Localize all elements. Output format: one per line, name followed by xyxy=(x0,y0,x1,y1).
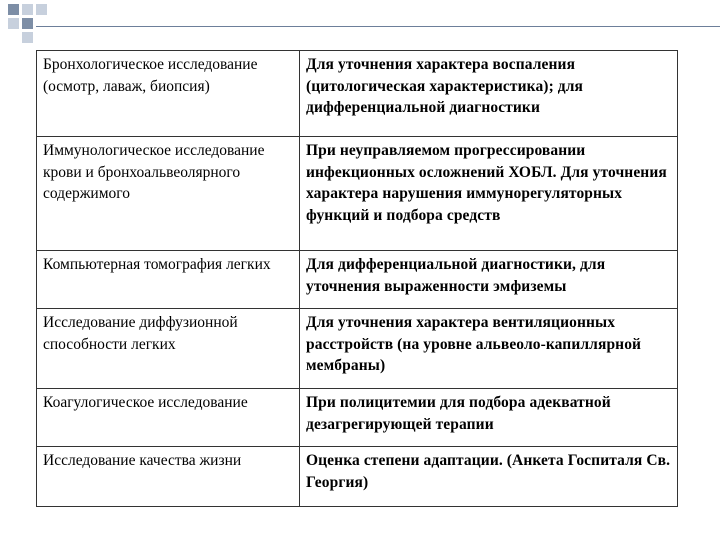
decor-square xyxy=(22,32,33,43)
diagnostics-table xyxy=(36,50,678,507)
purpose-cell: Оценка степени адаптации. (Анкета Госпиталя Св. Георгия) xyxy=(300,447,678,507)
table-row xyxy=(37,51,678,137)
method-cell: Коагулогическое исследование xyxy=(37,389,300,447)
method-cell: Компьютерная томография легких xyxy=(37,251,300,309)
table-row xyxy=(37,309,678,389)
purpose-cell: Для дифференциальной диагностики, для уточнения выраженности эмфиземы xyxy=(300,251,678,309)
method-cell: Исследование качества жизни xyxy=(37,447,300,507)
purpose-cell: При неуправляемом прогрессировании инфекционных осложнений ХОБЛ. Для уточнения характера нарушения иммунорегуляторных функций и подбора средств xyxy=(300,137,678,251)
purpose-cell: Для уточнения характера воспаления (цитологическая характеристика); для дифференциальной диагностики xyxy=(300,51,678,137)
table-row xyxy=(37,251,678,309)
decor-square xyxy=(8,4,19,15)
method-cell: Исследование диффузионной способности легких xyxy=(37,309,300,389)
table-row xyxy=(37,389,678,447)
method-cell: Бронхологическое исследование (осмотр, лаваж, биопсия) xyxy=(37,51,300,137)
table-row xyxy=(37,447,678,507)
purpose-cell: При полицитемии для подбора адекватной дезагрегирующей терапии xyxy=(300,389,678,447)
header-rule xyxy=(36,26,720,27)
table-row xyxy=(37,137,678,251)
decor-square xyxy=(36,4,47,15)
slide-corner-decoration xyxy=(0,0,60,45)
decor-square xyxy=(22,4,33,15)
decor-square xyxy=(8,18,19,29)
method-cell: Иммунологическое исследование крови и бронхоальвеолярного содержимого xyxy=(37,137,300,251)
decor-square xyxy=(22,18,33,29)
purpose-cell: Для уточнения характера вентиляционных расстройств (на уровне альвеоло-капиллярной мембраны) xyxy=(300,309,678,389)
